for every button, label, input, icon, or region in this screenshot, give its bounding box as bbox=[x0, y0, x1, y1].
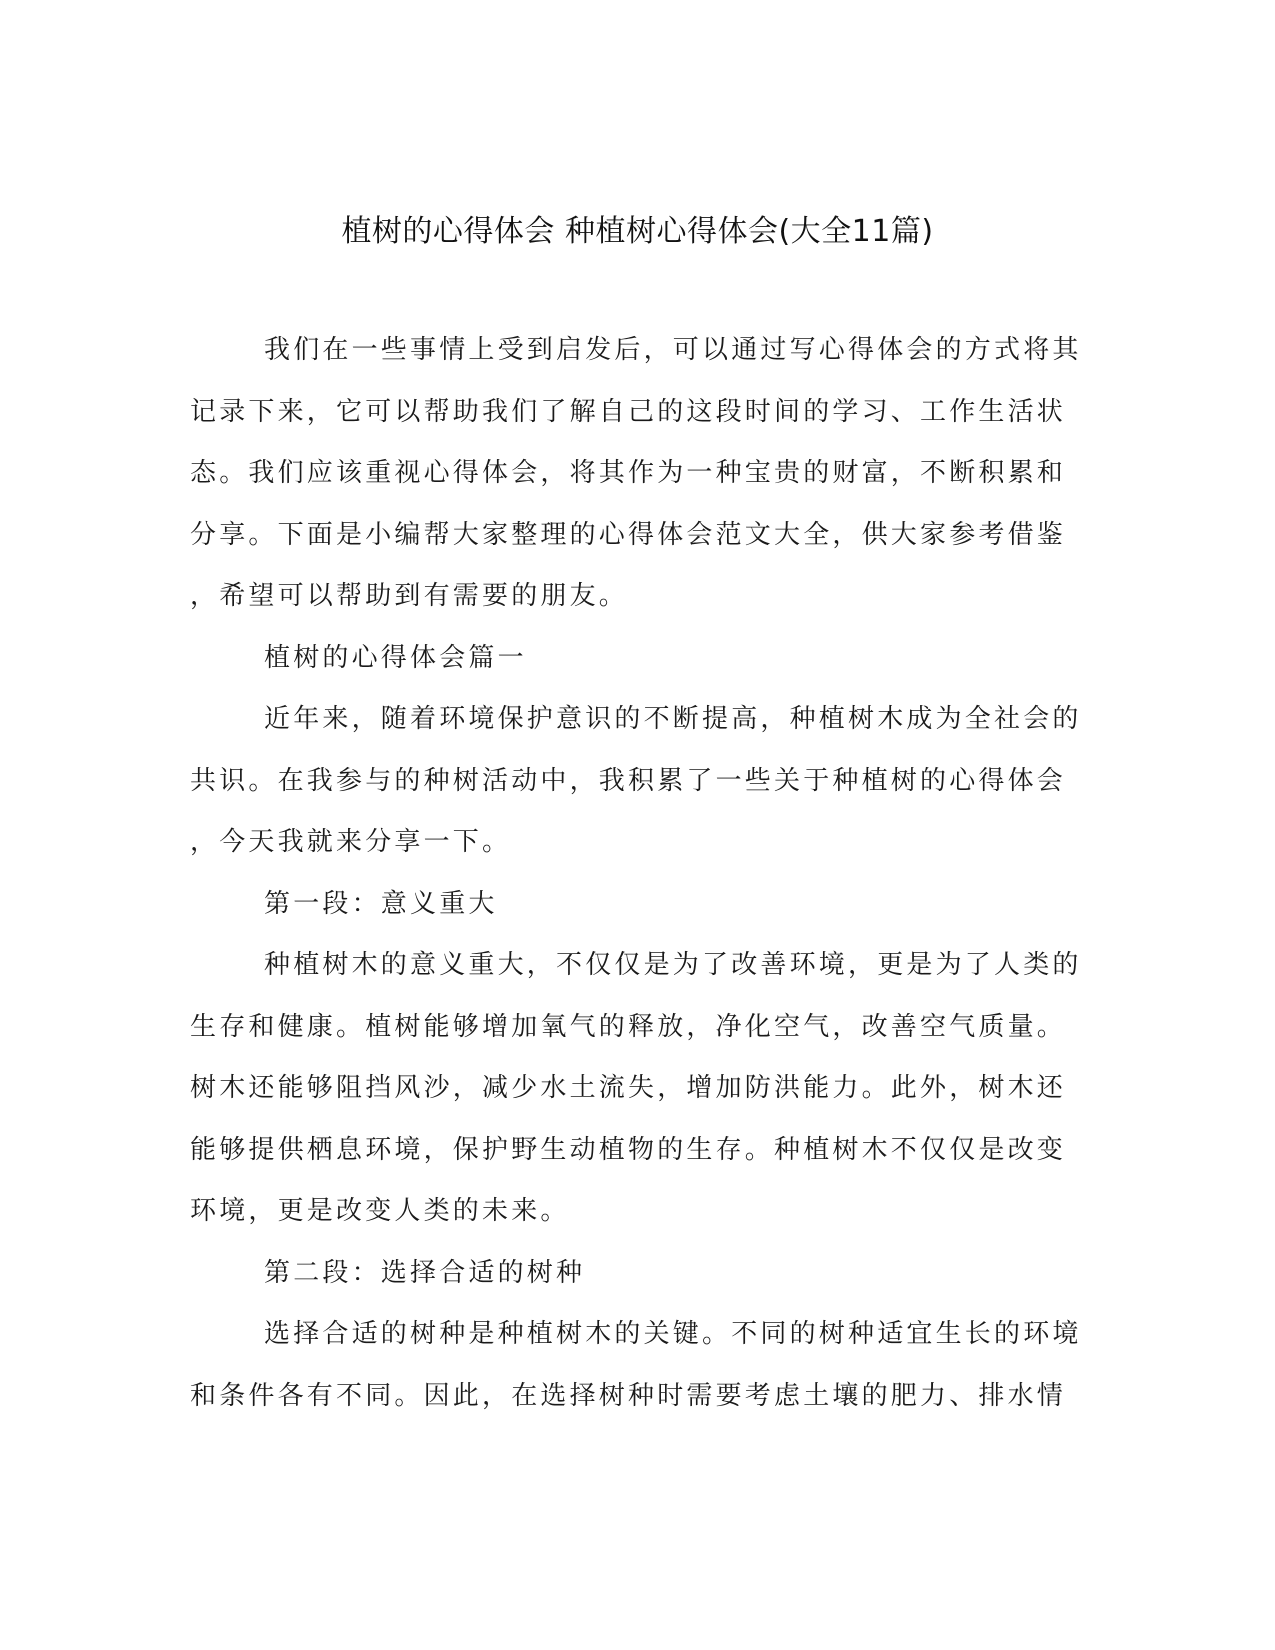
document-title: 植树的心得体会 种植树心得体会(大全11篇) bbox=[341, 214, 934, 249]
text-line: 近年来，随着环境保护意识的不断提高，种植树木成为全社会的 bbox=[264, 704, 1082, 734]
text-line: 生存和健康。植树能够增加氧气的释放，净化空气，改善空气质量。 bbox=[190, 1011, 1067, 1042]
text-line: 树木还能够阻挡风沙，减少水土流失，增加防洪能力。此外，树木还 bbox=[190, 1073, 1067, 1103]
text-line: 种植树木的意义重大，不仅仅是为了改善环境，更是为了人类的 bbox=[264, 950, 1082, 980]
text-line: ，希望可以帮助到有需要的朋友。 bbox=[190, 581, 629, 611]
text-line: 和条件各有不同。因此，在选择树种时需要考虑土壤的肥力、排水情 bbox=[190, 1380, 1067, 1411]
text-line: 记录下来，它可以帮助我们了解自己的这段时间的学习、工作生活状 bbox=[190, 396, 1067, 427]
text-line: 共识。在我参与的种树活动中，我积累了一些关于种植树的心得体会 bbox=[190, 765, 1067, 796]
document-body bbox=[190, 330, 1080, 1437]
section-heading: 第二段：选择合适的树种 bbox=[264, 1257, 586, 1288]
section-heading: 植树的心得体会篇一 bbox=[264, 642, 527, 673]
section-heading: 第一段：意义重大 bbox=[264, 888, 498, 919]
text-line: 我们在一些事情上受到启发后，可以通过写心得体会的方式将其 bbox=[264, 335, 1082, 365]
text-line: 选择合适的树种是种植树木的关键。不同的树种适宜生长的环境 bbox=[264, 1319, 1082, 1349]
text-line: 态。我们应该重视心得体会，将其作为一种宝贵的财富，不断积累和 bbox=[190, 458, 1067, 488]
text-line: 环境，更是改变人类的未来。 bbox=[190, 1196, 570, 1226]
text-line: 分享。下面是小编帮大家整理的心得体会范文大全，供大家参考借鉴 bbox=[190, 519, 1067, 550]
text-line: ，今天我就来分享一下。 bbox=[190, 827, 512, 857]
text-line: 能够提供栖息环境，保护野生动植物的生存。种植树木不仅仅是改变 bbox=[190, 1134, 1067, 1165]
